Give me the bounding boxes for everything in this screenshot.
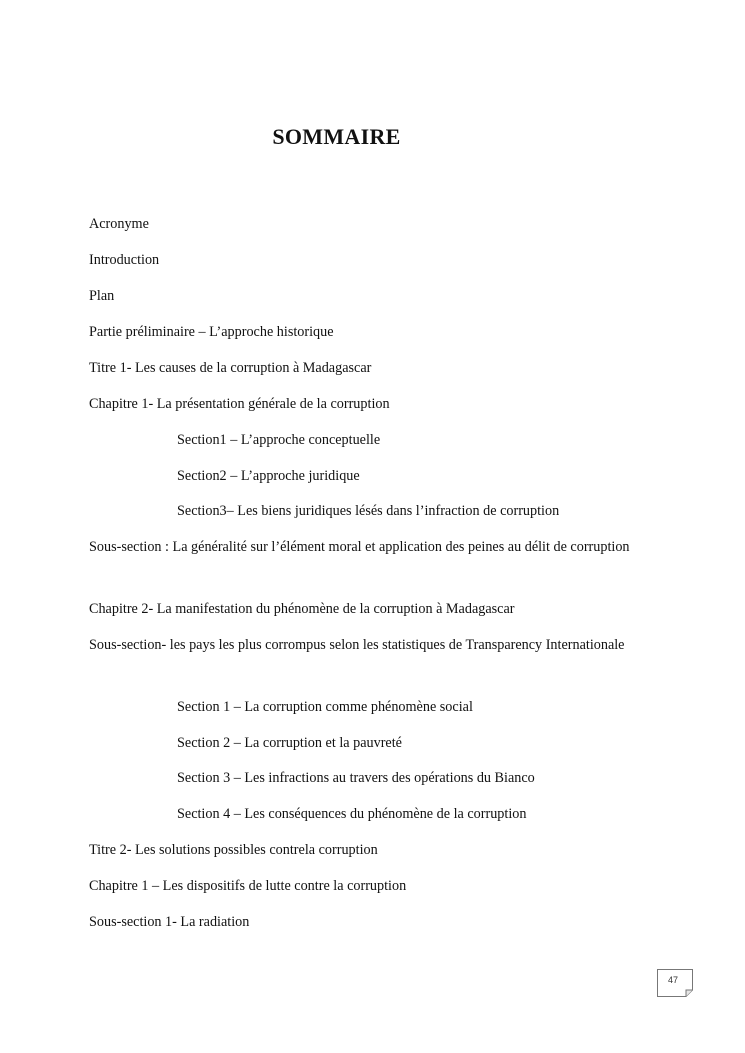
toc-entry-chapitre-1-dispositifs: Chapitre 1 – Les dispositifs de lutte contre la corruption [89, 878, 407, 894]
page-number-box [657, 969, 693, 997]
toc-entry-sous-section-pays: Sous-section- les pays les plus corrompus selon les statistiques de Transparency Internationale [89, 637, 625, 653]
toc-entry-section-2: Section2 – L’approche juridique [177, 468, 360, 484]
toc-entry-titre-2: Titre 2- Les solutions possibles contrela corruption [89, 842, 378, 858]
toc-entry-section-1: Section1 – L’approche conceptuelle [177, 432, 381, 448]
page-number: 47 [667, 975, 678, 985]
page-title: SOMMAIRE [272, 124, 401, 149]
toc-entry-section-2-pauvrete: Section 2 – La corruption et la pauvreté [177, 735, 402, 751]
toc-entry-plan: Plan [89, 288, 115, 304]
toc-entry-chapitre-2: Chapitre 2- La manifestation du phénomène de la corruption à Madagascar [89, 601, 515, 617]
toc-entry-section-1-social: Section 1 – La corruption comme phénomène social [177, 699, 473, 715]
toc-entry-partie-preliminaire: Partie préliminaire – L’approche historique [89, 324, 334, 340]
toc-entry-titre-1: Titre 1- Les causes de la corruption à Madagascar [89, 360, 372, 376]
toc-entry-section-3: Section3– Les biens juridiques lésés dans l’infraction de corruption [177, 503, 560, 519]
toc-entry-introduction: Introduction [89, 252, 160, 268]
toc-entry-sous-section-moral: Sous-section : La généralité sur l’élément moral et application des peines au délit de corruption [89, 539, 630, 555]
toc-entry-sous-section-1-radiation: Sous-section 1- La radiation [89, 914, 250, 930]
toc-entry-chapitre-1: Chapitre 1- La présentation générale de la corruption [89, 396, 390, 412]
toc-entry-section-3-bianco: Section 3 – Les infractions au travers des opérations du Bianco [177, 770, 535, 786]
toc-entry-acronyme: Acronyme [89, 216, 149, 232]
toc-entry-section-4-consequences: Section 4 – Les conséquences du phénomène de la corruption [177, 806, 527, 822]
